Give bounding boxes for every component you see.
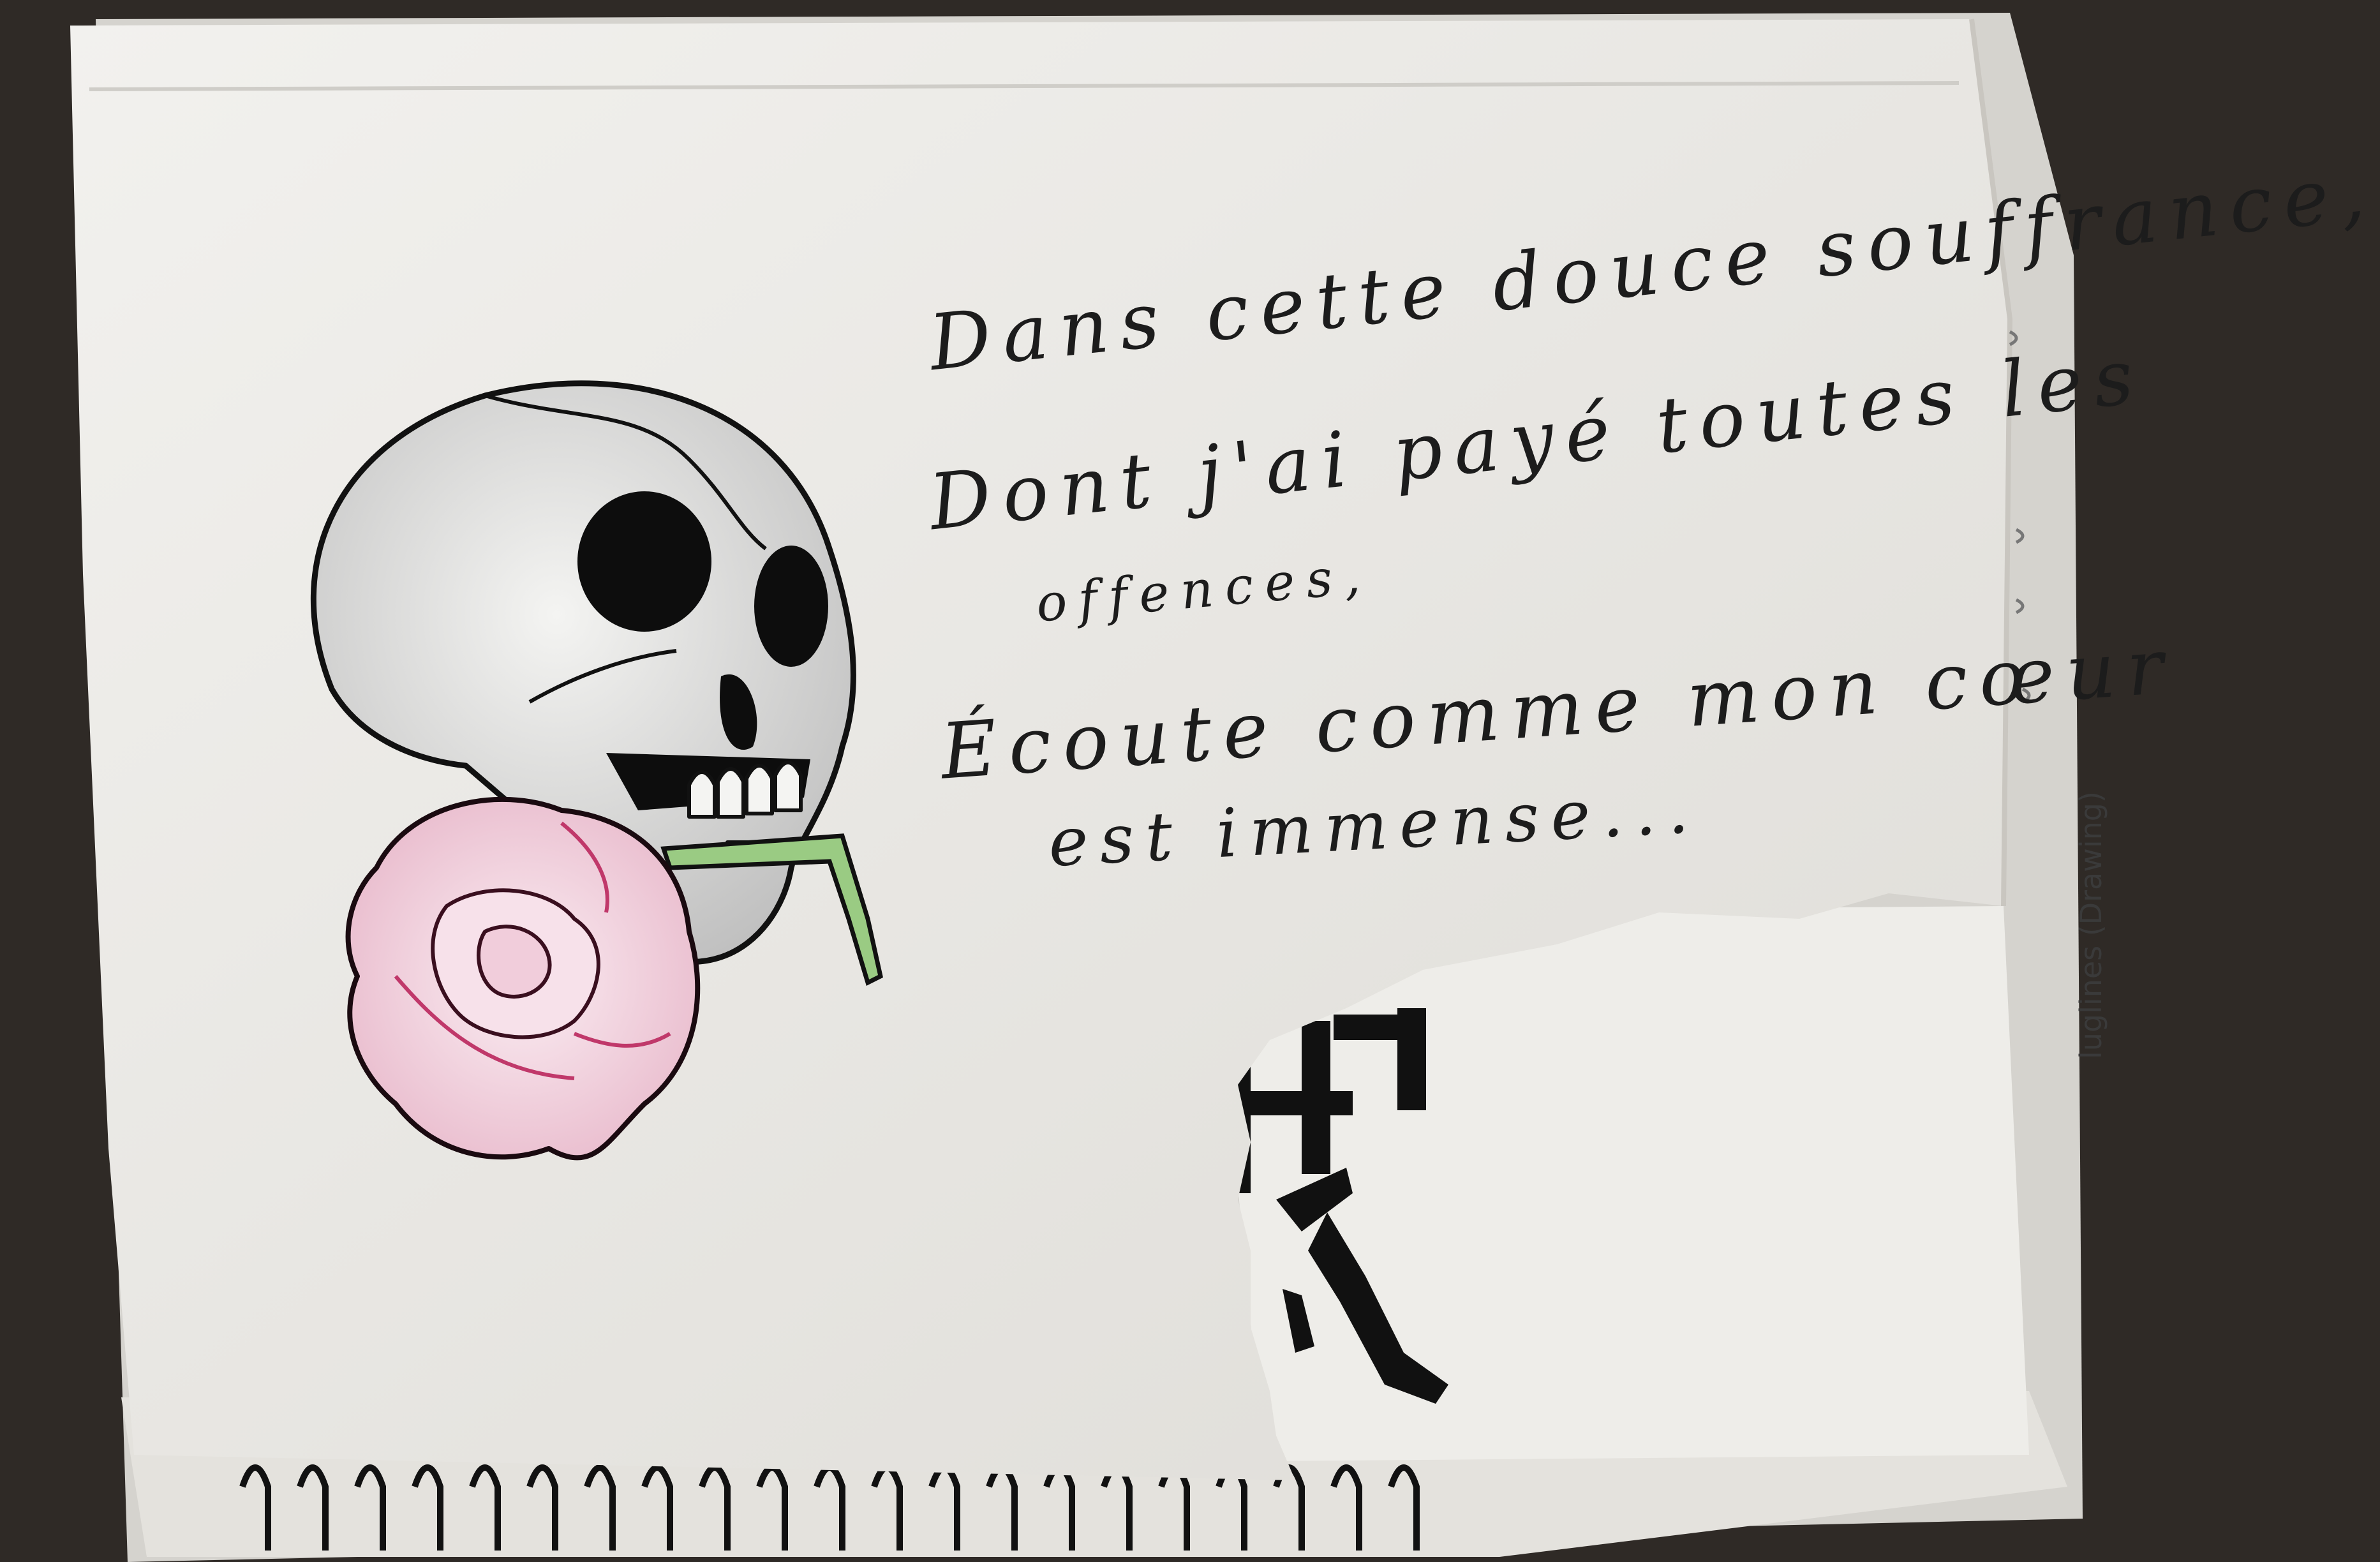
poem-line-5: est immense... <box>1046 770 1702 882</box>
poem-line-3: offences, <box>1034 545 1374 634</box>
rose-drawing <box>348 800 698 1158</box>
poem-line-2: Dont j'ai payé toutes les <box>925 331 2149 548</box>
side-page-pencil-note: luglines (Drawing) <box>2074 791 2108 1059</box>
poem-line-4: Écoute comme mon cœur <box>938 621 2178 797</box>
poem-line-1: Dans cette douce souffrance, <box>925 147 2380 389</box>
